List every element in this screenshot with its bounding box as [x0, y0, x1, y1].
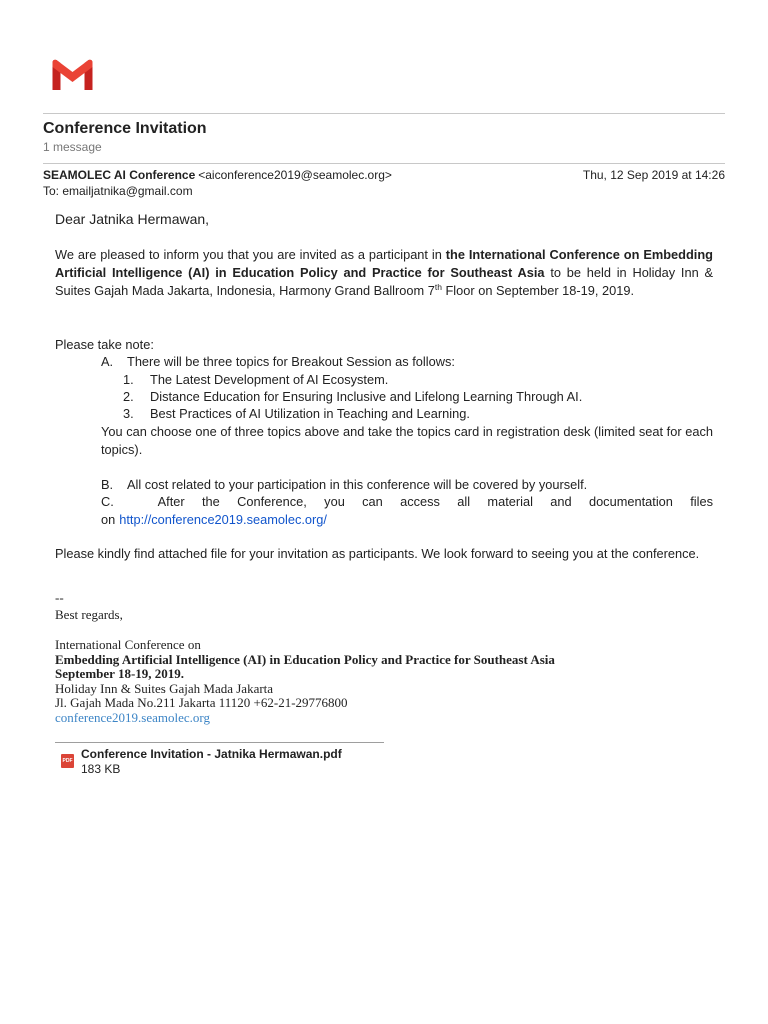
topic-text: The Latest Development of AI Ecosystem.: [150, 372, 389, 387]
signature-regards: Best regards,: [55, 607, 123, 622]
note-title: Please take note:: [55, 337, 154, 352]
conference-link-wrapper: [101, 512, 327, 527]
list-item-b: [101, 476, 587, 494]
topic-number: 2.: [123, 389, 134, 404]
list-item-text: After the Conference, you can access all material and documentation files: [157, 494, 713, 509]
signature-venue: Holiday Inn & Suites Gajah Mada Jakarta: [55, 680, 274, 696]
email-subject: Conference Invitation: [43, 120, 207, 137]
pdf-icon-label: PDF: [62, 758, 73, 764]
intro-text-3: Floor on September 18-19, 2019.: [441, 283, 635, 298]
signature-dates: September 18-19, 2019.: [55, 666, 185, 682]
signature-conference-title: Embedding Artificial Intelligence (AI) in Education Policy and Practice for Southeast Asia: [55, 651, 555, 667]
recipient-row: To: emailjatnika@gmail.com: [43, 184, 193, 198]
intro-text-1: We are pleased to inform you that you are invited as a participant in: [55, 247, 446, 262]
list-marker: B.: [101, 477, 114, 492]
gmail-logo-icon: [52, 58, 93, 90]
attachment-size: 183 KB: [81, 762, 121, 776]
list-item-text: All cost related to your participation in this conference will be covered by yourself.: [127, 477, 588, 492]
attachment-divider: [55, 742, 384, 743]
topic-number: 1.: [123, 372, 134, 387]
topic-text: Distance Education for Ensuring Inclusive and Lifelong Learning Through AI.: [150, 389, 583, 404]
greeting: Dear Jatnika Hermawan,: [55, 211, 210, 227]
intro-conference-name: the International Conference on Embedding Artificial Intelligence (AI) in Education Policy and Practice for Southeast Asia: [55, 247, 713, 280]
message-date: Thu, 12 Sep 2019 at 14:26: [582, 168, 725, 182]
signature-website-link[interactable]: conference2019.seamolec.org: [55, 709, 210, 725]
intro-paragraph: [55, 246, 713, 300]
message-divider: [43, 163, 725, 164]
signature-address: Jl. Gajah Mada No.211 Jakarta 11120 +62-21-29776800: [55, 695, 348, 711]
list-item-text: There will be three topics for Breakout Session as follows:: [127, 354, 455, 369]
topic-item: [123, 388, 582, 406]
intro-text-2: to be held in Holiday Inn & Suites Gajah Mada Jakarta, Indonesia, Harmony Grand Ballroom 7: [55, 265, 713, 298]
topic-item: [123, 405, 470, 423]
topic-item: [123, 371, 388, 389]
header-divider: [43, 113, 725, 114]
sender-email: <aiconference2019@seamolec.org>: [198, 168, 392, 182]
list-marker: A.: [101, 354, 114, 369]
attachment-filename[interactable]: Conference Invitation - Jatnika Hermawan.pdf: [81, 747, 342, 761]
pdf-file-icon[interactable]: [61, 754, 74, 768]
link-prefix: on: [101, 512, 116, 527]
topics-note: You can choose one of three topics above and take the topics card in registration desk (limited seat for each topics).: [101, 424, 713, 457]
message-count: 1 message: [43, 140, 102, 154]
signature-separator: --: [55, 590, 64, 605]
topic-number: 3.: [123, 406, 134, 421]
intro-superscript: th: [434, 282, 442, 292]
closing-paragraph: Please kindly find attached file for your invitation as participants. We look forward to seeing you at the conference.: [55, 546, 700, 561]
list-marker: C.: [101, 494, 114, 509]
list-item-c: [101, 493, 713, 529]
signature-line: International Conference on: [55, 637, 201, 652]
signature-block: [55, 638, 555, 726]
list-item-a: [101, 353, 455, 371]
conference-website-link[interactable]: http://conference2019.seamolec.org/: [119, 512, 327, 527]
sender-name: SEAMOLEC AI Conference: [43, 168, 196, 182]
topic-text: Best Practices of AI Utilization in Teaching and Learning.: [150, 406, 470, 421]
sender-row: [43, 168, 392, 182]
